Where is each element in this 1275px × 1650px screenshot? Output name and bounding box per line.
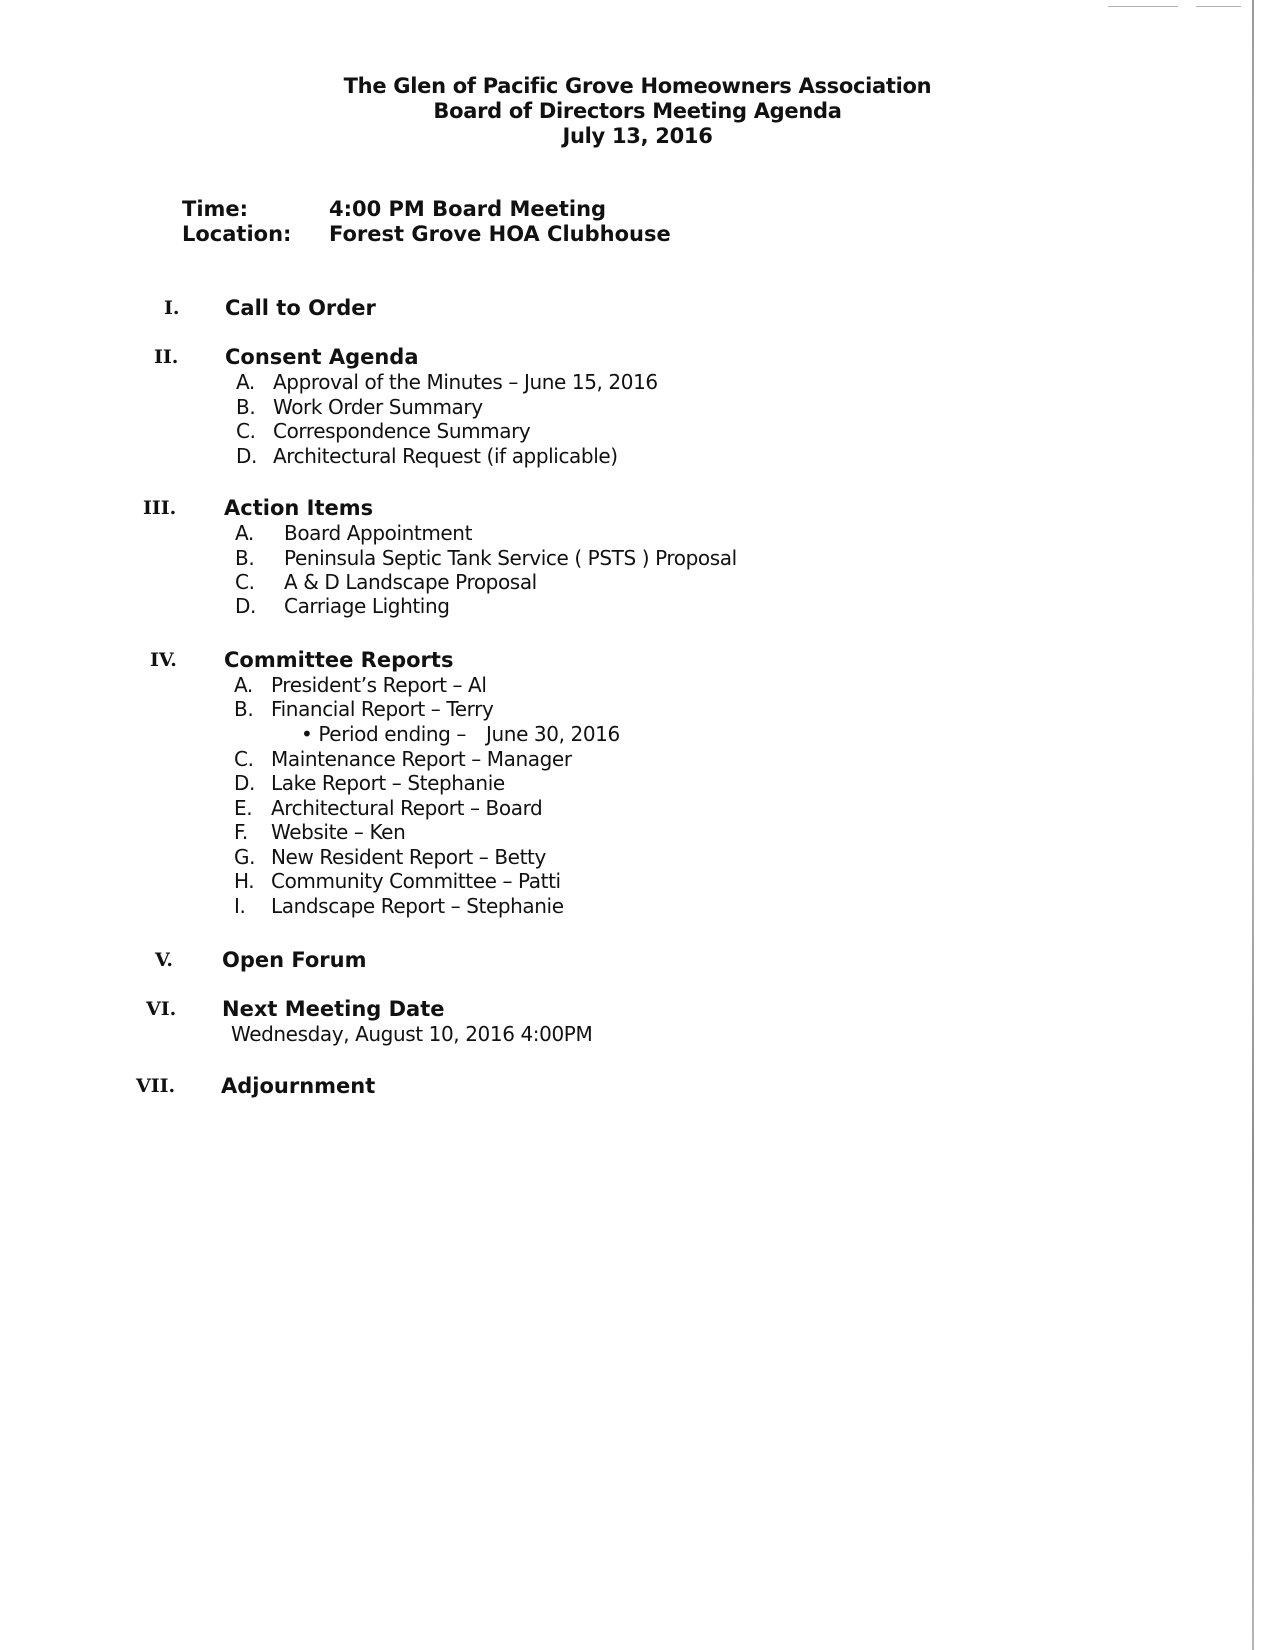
- association-name: The Glen of Pacific Grove Homeowners Association: [343, 74, 932, 98]
- item-text: Correspondence Summary: [273, 419, 531, 443]
- document-header: [0, 74, 1275, 149]
- item-letter: H.: [234, 869, 255, 893]
- item-text: Website – Ken: [271, 820, 406, 844]
- section-title: Next Meeting Date: [222, 997, 445, 1021]
- section-numeral: VII.: [136, 1075, 176, 1097]
- section-numeral: I.: [164, 297, 180, 319]
- location-value: Forest Grove HOA Clubhouse: [329, 222, 671, 246]
- section-title: Committee Reports: [224, 648, 454, 672]
- item-letter: D.: [235, 594, 256, 618]
- section-title: Call to Order: [225, 296, 376, 320]
- item-text: Lake Report – Stephanie: [271, 771, 505, 795]
- bullet-value: June 30, 2016: [486, 722, 620, 746]
- item-letter: B.: [234, 697, 254, 721]
- section-numeral: V.: [155, 949, 174, 971]
- item-text: New Resident Report – Betty: [271, 845, 546, 869]
- item-letter: E.: [234, 796, 253, 820]
- item-text: Community Committee – Patti: [271, 869, 561, 893]
- item-letter: C.: [234, 747, 254, 771]
- item-text: Architectural Report – Board: [271, 796, 543, 820]
- sub-bullet: [301, 722, 620, 746]
- time-value: 4:00 PM Board Meeting: [329, 197, 607, 221]
- item-letter: F.: [234, 820, 248, 844]
- scan-top-mark: [1108, 6, 1178, 7]
- item-letter: B.: [236, 395, 256, 419]
- item-letter: C.: [235, 570, 255, 594]
- item-letter: D.: [234, 771, 255, 795]
- bullet-label: • Period ending –: [301, 722, 467, 746]
- scan-edge-line: [1252, 0, 1254, 1650]
- item-letter: G.: [234, 845, 256, 869]
- document-title: Board of Directors Meeting Agenda: [433, 99, 842, 123]
- item-text: Board Appointment: [284, 521, 473, 545]
- item-letter: D.: [236, 444, 257, 468]
- item-text: Financial Report – Terry: [271, 697, 494, 721]
- item-text: Architectural Request (if applicable): [273, 444, 618, 468]
- meeting-date: July 13, 2016: [562, 124, 713, 148]
- item-text: President’s Report – Al: [271, 673, 487, 697]
- section-title: Adjournment: [221, 1074, 376, 1098]
- time-label: Time:: [182, 197, 249, 221]
- item-letter: A.: [234, 673, 253, 697]
- item-text: Carriage Lighting: [284, 594, 450, 618]
- section-numeral: II.: [154, 346, 179, 368]
- item-letter: B.: [235, 546, 255, 570]
- item-text: Landscape Report – Stephanie: [271, 894, 564, 918]
- item-text: Approval of the Minutes – June 15, 2016: [273, 370, 658, 394]
- item-text: Maintenance Report – Manager: [271, 747, 572, 771]
- item-text: Peninsula Septic Tank Service ( PSTS ) Proposal: [284, 546, 737, 570]
- section-numeral: IV.: [150, 649, 177, 671]
- item-text: Work Order Summary: [273, 395, 483, 419]
- item-text: A & D Landscape Proposal: [284, 570, 537, 594]
- section-title: Open Forum: [222, 948, 367, 972]
- item-letter: A.: [236, 370, 255, 394]
- section-title: Consent Agenda: [225, 345, 419, 369]
- item-letter: C.: [236, 419, 256, 443]
- section-title: Action Items: [224, 496, 374, 520]
- location-label: Location:: [182, 222, 292, 246]
- item-letter: A.: [235, 521, 254, 545]
- scan-top-mark: [1196, 6, 1241, 7]
- next-meeting-detail: Wednesday, August 10, 2016 4:00PM: [231, 1022, 593, 1046]
- item-letter: I.: [234, 894, 246, 918]
- section-numeral: VI.: [146, 998, 177, 1020]
- section-numeral: III.: [143, 497, 177, 519]
